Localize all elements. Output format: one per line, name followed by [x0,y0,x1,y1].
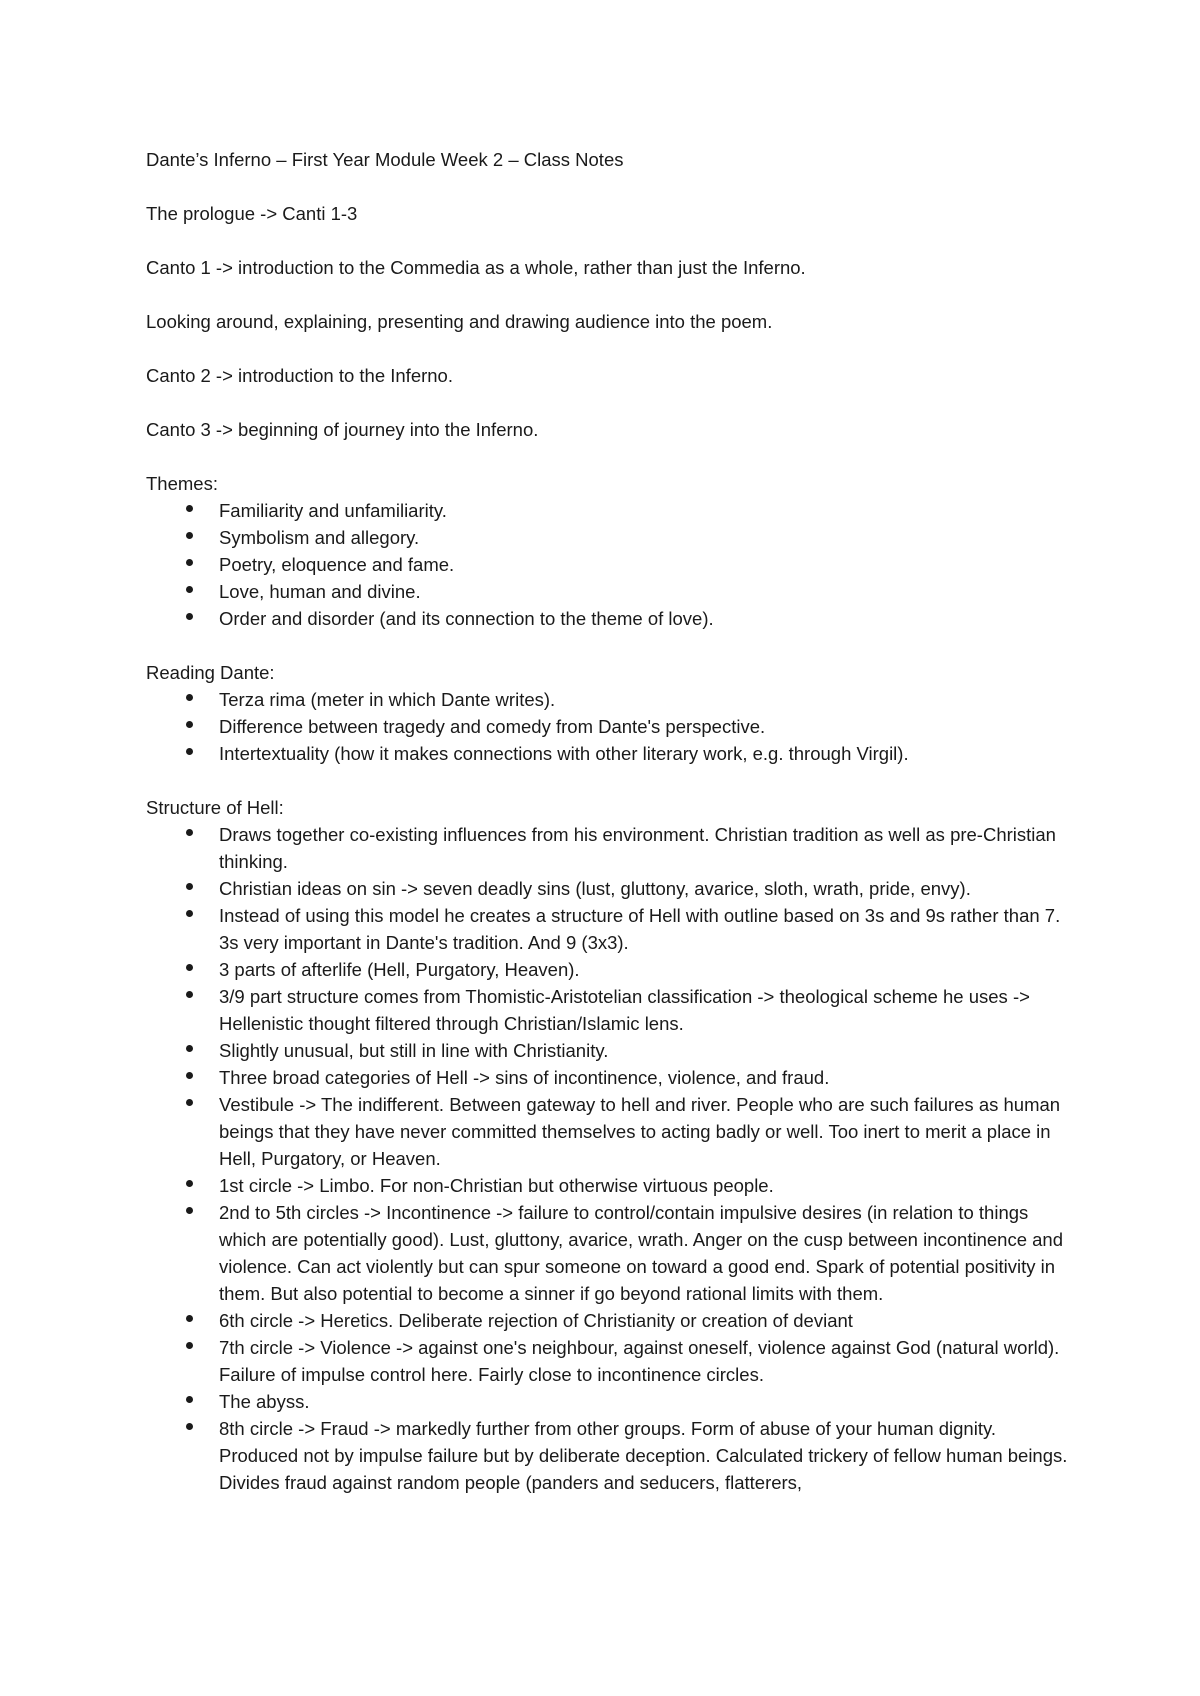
structure-of-hell-heading: Structure of Hell: [146,797,284,818]
themes-list [146,497,1076,632]
reading-dante-list [146,686,1076,767]
list-item: Slightly unusual, but still in line with Christianity. [146,1037,1076,1064]
list-item: The abyss. [146,1388,1076,1415]
bullet-icon [186,1396,193,1403]
bullet-icon [186,1315,193,1322]
list-item: Vestibule -> The indifferent. Between gateway to hell and river. People who are such failures as human beings that they have never committed themselves to acting badly or well. Too inert to merit a place in Hell, Purgatory, or Heaven. [146,1091,1076,1172]
list-item: Instead of using this model he creates a structure of Hell with outline based on 3s and 9s rather than 7. 3s very important in Dante's tradition. And 9 (3x3). [146,902,1076,956]
document-title: Dante’s Inferno – First Year Module Week 2 – Class Notes [146,149,624,170]
bullet-icon [186,505,193,512]
list-item: Love, human and divine. [146,578,1076,605]
bullet-icon [186,991,193,998]
bullet-icon [186,721,193,728]
structure-of-hell-list [146,821,1076,1496]
bullet-icon [186,910,193,917]
bullet-icon [186,613,193,620]
list-item: Familiarity and unfamiliarity. [146,497,1076,524]
bullet-icon [186,1180,193,1187]
bullet-icon [186,964,193,971]
bullet-icon [186,883,193,890]
bullet-icon [186,559,193,566]
list-item: 8th circle -> Fraud -> markedly further from other groups. Form of abuse of your human dignity. Produced not by impulse failure but by deliberate deception. Calculated trickery of fellow human beings. Divides fraud against random people (panders and seducers, flatterers, [146,1415,1076,1496]
list-item: Draws together co-existing influences from his environment. Christian tradition as well as pre-Christian thinking. [146,821,1076,875]
list-item: Terza rima (meter in which Dante writes). [146,686,1076,713]
list-item: Symbolism and allegory. [146,524,1076,551]
bullet-icon [186,1099,193,1106]
list-item: 3 parts of afterlife (Hell, Purgatory, Heaven). [146,956,1076,983]
list-item: Three broad categories of Hell -> sins of incontinence, violence, and fraud. [146,1064,1076,1091]
bullet-icon [186,532,193,539]
bullet-icon [186,829,193,836]
document-page [146,146,1076,1523]
canto-3-line: Canto 3 -> beginning of journey into the Inferno. [146,419,539,440]
canto-2-line: Canto 2 -> introduction to the Inferno. [146,365,453,386]
list-item: Difference between tragedy and comedy from Dante's perspective. [146,713,1076,740]
bullet-icon [186,586,193,593]
bullet-icon [186,748,193,755]
list-item: Christian ideas on sin -> seven deadly sins (lust, gluttony, avarice, sloth, wrath, pride, envy). [146,875,1076,902]
bullet-icon [186,1342,193,1349]
themes-heading: Themes: [146,473,218,494]
list-item: 2nd to 5th circles -> Incontinence -> failure to control/contain impulsive desires (in relation to things which are potentially good). Lust, gluttony, avarice, wrath. Anger on the cusp between incontinence and violence. Can act violently but can spur someone on toward a good end. Spark of potential positivity in them. But also potential to become a sinner if go beyond rational limits with them. [146,1199,1076,1307]
bullet-icon [186,694,193,701]
list-item: Intertextuality (how it makes connections with other literary work, e.g. through Virgil). [146,740,1076,767]
list-item: 1st circle -> Limbo. For non-Christian but otherwise virtuous people. [146,1172,1076,1199]
prologue-line: The prologue -> Canti 1-3 [146,203,358,224]
bullet-icon [186,1423,193,1430]
bullet-icon [186,1207,193,1214]
list-item: Order and disorder (and its connection to the theme of love). [146,605,1076,632]
list-item: 3/9 part structure comes from Thomistic-Aristotelian classification -> theological scheme he uses -> Hellenistic thought filtered through Christian/Islamic lens. [146,983,1076,1037]
list-item: 6th circle -> Heretics. Deliberate rejection of Christianity or creation of deviant [146,1307,1076,1334]
list-item: Poetry, eloquence and fame. [146,551,1076,578]
bullet-icon [186,1072,193,1079]
canto-1-line: Canto 1 -> introduction to the Commedia as a whole, rather than just the Inferno. [146,257,806,278]
bullet-icon [186,1045,193,1052]
reading-dante-heading: Reading Dante: [146,662,275,683]
list-item: 7th circle -> Violence -> against one's neighbour, against oneself, violence against God (natural world). Failure of impulse control here. Fairly close to incontinence circles. [146,1334,1076,1388]
looking-around-line: Looking around, explaining, presenting and drawing audience into the poem. [146,311,773,332]
